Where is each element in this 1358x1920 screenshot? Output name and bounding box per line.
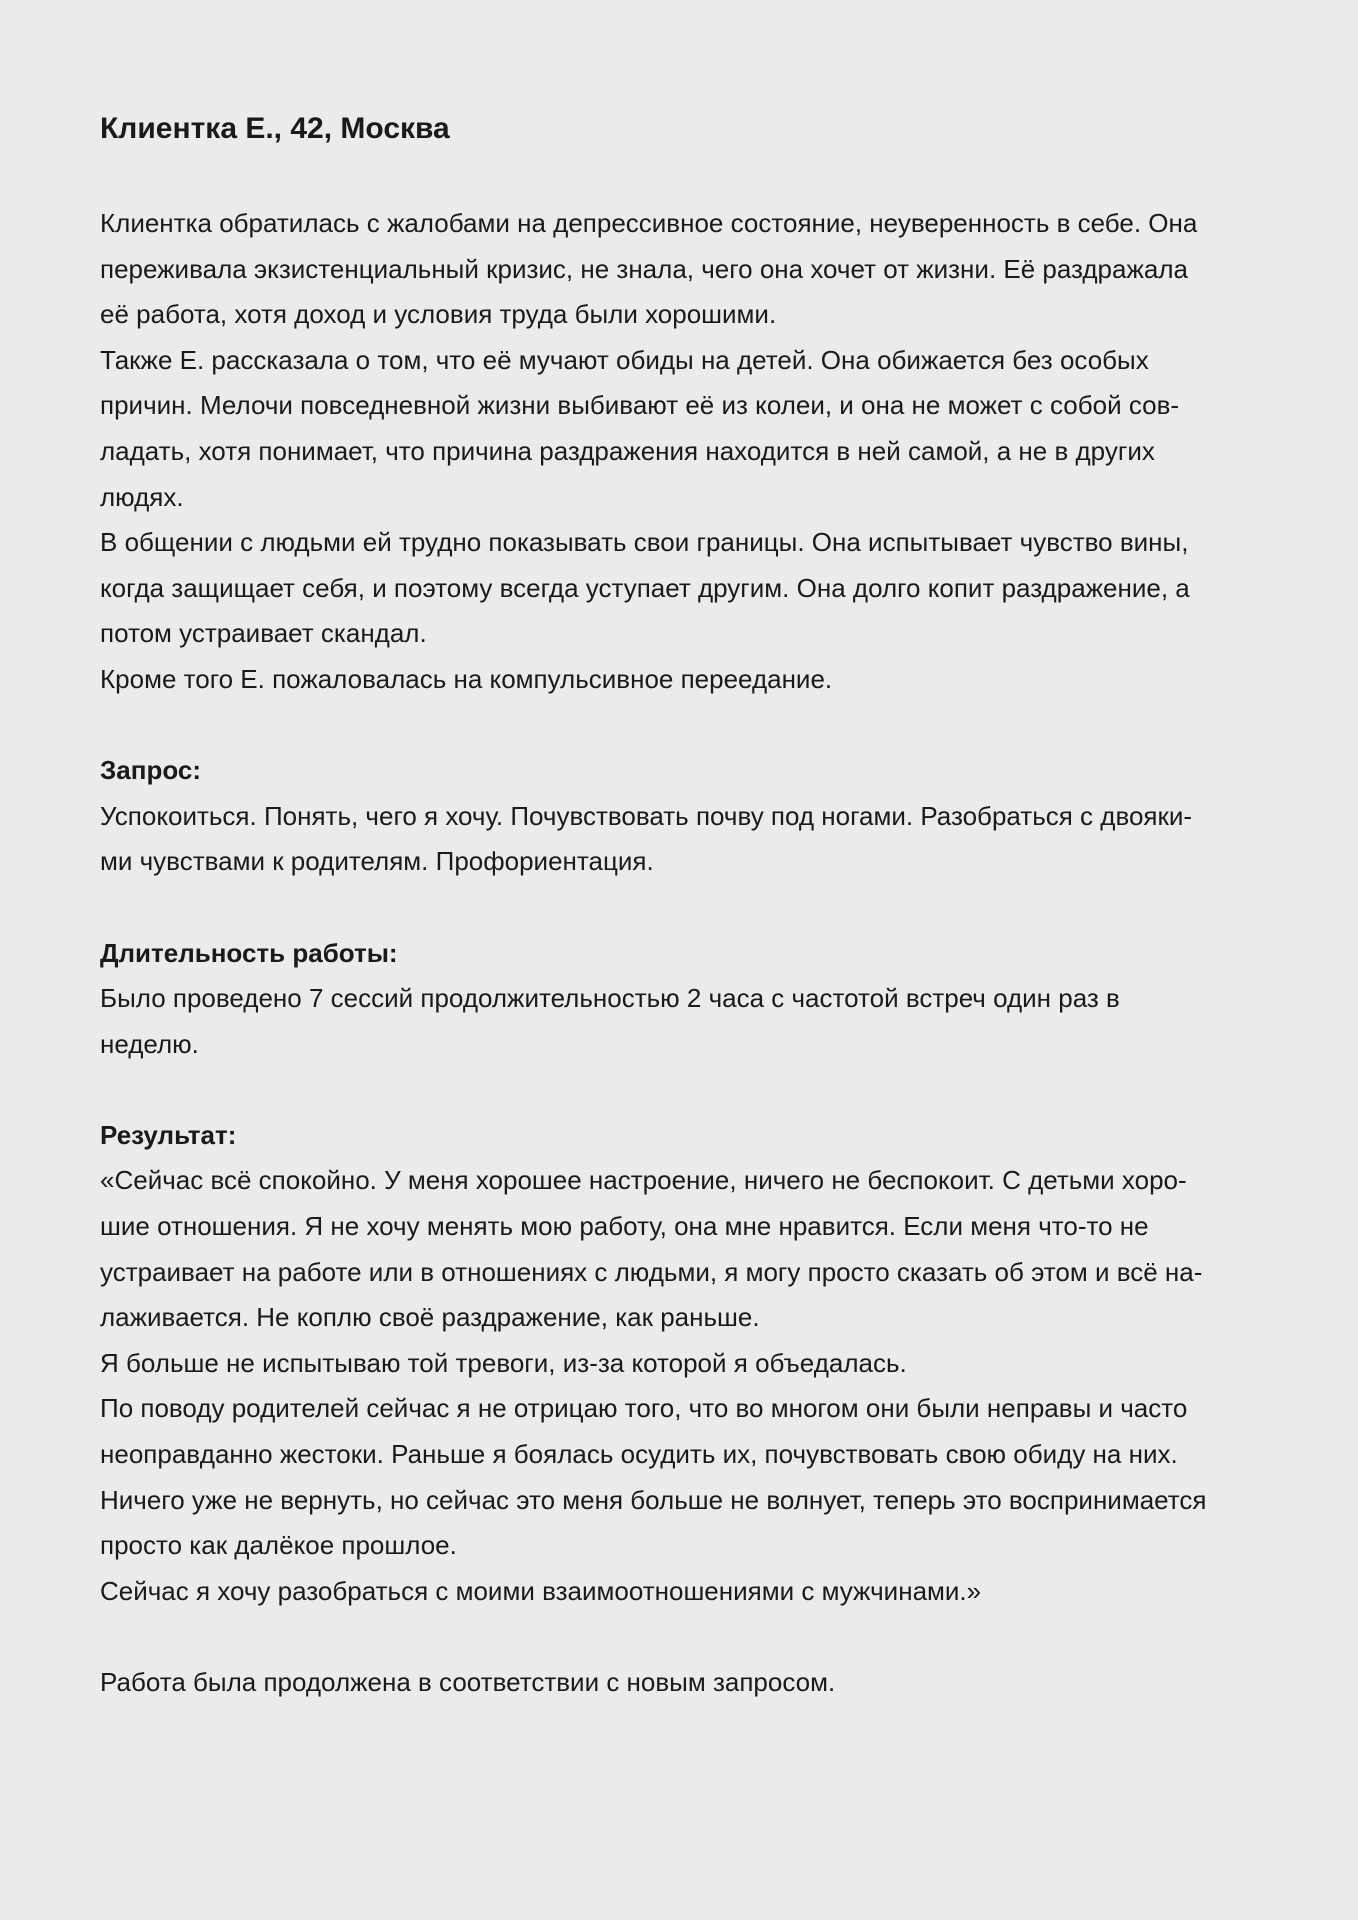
spacer — [100, 885, 1300, 931]
complaints-line: Клиентка обратилась с жалобами на депрессивное состояние, неуверенность в себе. Она — [100, 208, 1198, 238]
complaints-line: потом устраивает скандал. — [100, 618, 427, 649]
result-line: лаживается. Не коплю своё раздражение, как раньше. — [100, 1302, 760, 1333]
conclusion-text: Работа была продолжена в соответствии с новым запросом. — [100, 1667, 836, 1697]
result-line: неоправданно жестоки. Раньше я боялась осудить их, почувствовать свою обиду на них. — [100, 1439, 1178, 1470]
complaints-line: переживала экзистенциальный кризис, не знала, чего она хочет от жизни. Её раздражала — [100, 253, 1188, 284]
duration-line: неделю. — [100, 1028, 199, 1059]
result-line: устраивает на работе или в отношениях с людьми, я могу просто сказать об этом и всё на- — [100, 1256, 1203, 1287]
result-heading: Результат: — [100, 1119, 237, 1150]
complaints-line: В общении с людьми ей трудно показывать свои границы. Она испытывает чувство вины, — [100, 527, 1189, 558]
request-heading: Запрос: — [100, 755, 201, 786]
complaints-line: ладать, хотя понимает, что причина раздражения находится в ней самой, а не в других — [100, 435, 1155, 466]
complaints-line: причин. Мелочи повседневной жизни выбивают её из колеи, и она не может с собой сов- — [100, 390, 1180, 421]
complaints-line: когда защищает себя, и поэтому всегда уступает другим. Она долго копит раздражение, а — [100, 572, 1190, 603]
complaints-line: Также Е. рассказала о том, что её мучают обиды на детей. Она обижается без особых — [100, 344, 1149, 375]
result-section — [100, 1113, 1300, 1615]
result-line: «Сейчас всё спокойно. У меня хорошее настроение, ничего не беспокоит. С детьми хоро- — [100, 1165, 1187, 1196]
result-line: Ничего уже не вернуть, но сейчас это меня больше не волнует, теперь это воспринимается — [100, 1484, 1207, 1515]
request-line: Успокоиться. Понять, чего я хочу. Почувствовать почву под ногами. Разобраться с двояки- — [100, 800, 1193, 831]
complaints-line: Кроме того Е. пожаловалась на компульсивное переедание. — [100, 663, 833, 694]
result-line: просто как далёкое прошлое. — [100, 1530, 457, 1561]
document-body — [100, 201, 1300, 1706]
duration-heading: Длительность работы: — [100, 937, 398, 968]
duration-section — [100, 931, 1300, 1068]
request-line: ми чувствами к родителям. Профориентация. — [100, 846, 654, 877]
document-title: Клиентка Е., 42, Москва — [100, 112, 450, 145]
result-line: Сейчас я хочу разобраться с моими взаимоотношениями с мужчинами.» — [100, 1575, 982, 1606]
result-line: шие отношения. Я не хочу менять мою работу, она мне нравится. Если меня что-то не — [100, 1211, 1149, 1242]
spacer — [100, 1614, 1300, 1660]
document-page — [100, 0, 1300, 1920]
duration-line: Было проведено 7 сессий продолжительностью 2 часа с частотой встреч один раз в — [100, 983, 1120, 1014]
complaints-line: людях. — [100, 481, 184, 512]
spacer — [100, 1067, 1300, 1113]
request-section — [100, 748, 1300, 885]
complaints-line: её работа, хотя доход и условия труда были хорошими. — [100, 299, 777, 330]
complaints-section — [100, 201, 1300, 703]
result-line: Я больше не испытываю той тревоги, из-за которой я объедалась. — [100, 1347, 907, 1378]
spacer — [100, 703, 1300, 749]
result-line: По поводу родителей сейчас я не отрицаю того, что во многом они были неправы и часто — [100, 1393, 1188, 1424]
